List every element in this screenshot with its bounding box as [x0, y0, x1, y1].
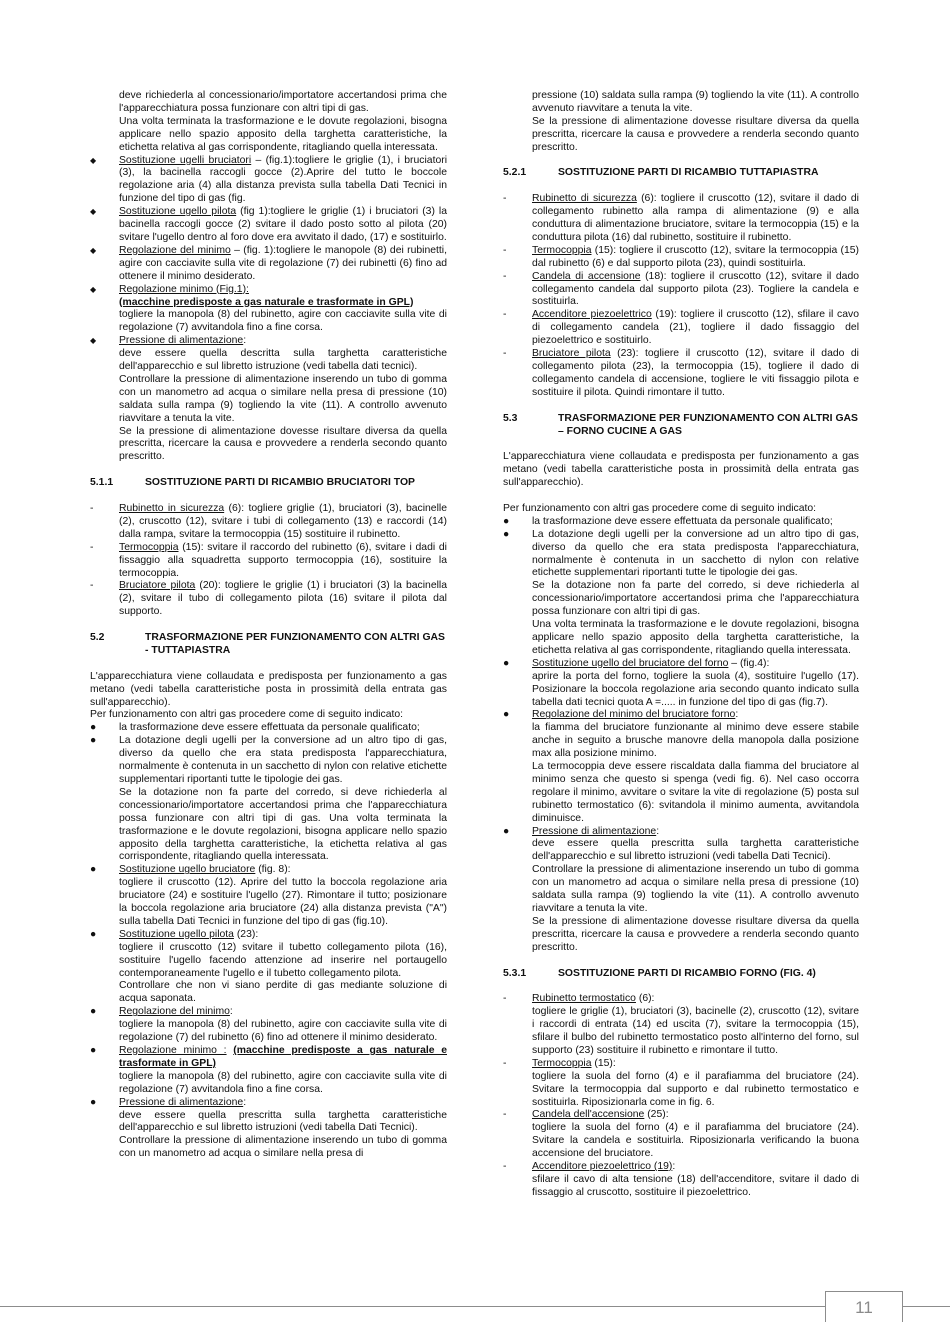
bullet-icon: ●: [90, 722, 97, 734]
bullet-icon: ●: [503, 657, 510, 669]
right-column: [503, 90, 859, 1200]
bullet-icon: ●: [503, 709, 510, 721]
list-item: ◆ Pressione di alimentazione: deve essere quella descritta sulla targhetta caratteristiche dell'apparecchio e sul libretto istruzione (vedi tabella dati tecnici). Controllare la pressione di alimentazione inserendo un tubo di gomma con un manometro ad acqua o similare nella presa di pressione (10) saldata sulla rampa (9) togliendo la vite (11). A controllo avvenuto riavvitare a tenuta la vite. Se la pressione di alimentazione dovesse risultare diversa da quella prescritta, ricercare la causa e provvedere a renderla secondo quanto prescritto.: [90, 335, 447, 463]
paragraph: Per funzionamento con altri gas procedere come di seguito indicato:: [503, 502, 817, 514]
list-item: ● Sostituzione ugello bruciatore (fig. 8): togliere il cruscotto (12). Aprire del tutto la boccola regolazione aria bruciatore (24) e sostituire l'ugello (27). Rimontare il tutto; posizionare la boccola regolazione aria bruciatore (24) alla distanza prevista ("A") sulla tabella Dati Tecnici in funzione del tipo di gas (fig.10).: [90, 864, 447, 927]
page-number-box: [825, 1291, 903, 1322]
list-item: - Accenditore piezoelettrico (19): togliere il cruscotto (12), sfilare il cavo di collegamento candela (21), togliere il dado fissaggio del piezoelettrico e sostituirlo.: [503, 309, 859, 347]
section-heading: 5.1.1 SOSTITUZIONE PARTI DI RICAMBIO BRUCIATORI TOP: [90, 477, 415, 489]
list-item: ● la trasformazione deve essere effettuata da personale qualificato;: [90, 722, 420, 734]
left-column: [90, 90, 447, 1161]
list-item: ● Regolazione minimo : (macchine predisposte a gas naturale e trasformate in GPL) togliere la manopola (8) del rubinetto, agire con cacciavite sulla vite di regolazione (7) avvitandola fino a fine corsa.: [90, 1045, 447, 1095]
list-item: ● Regolazione del minimo del bruciatore forno: la fiamma del bruciatore funzionante al minimo deve essere stabile anche in seguito a brusche manovre della manopola dalla posizione max alla posizione minimo. La termocoppia deve essere riscaldata dalla fiamma del bruciatore al minimo senza che questo si spenga (vedi fig. 6). Nel caso occorra regolare il minimo, avvitare o svitare la vite di regolazione (5) posta sul rubinetto termostatico (6): svitandola il minimo aumenta, avvitandola diminuisce.: [503, 709, 859, 824]
list-item: - Rubinetto in sicurezza (6): togliere griglie (1), bruciatori (3), bacinelle (2), cruscotto (12), svitare i tubi di collegamento (13) e raccordi (14) dalla rampa, svitare la termocoppia (15) sostituire il rubinetto.: [90, 502, 447, 540]
list-item: - Termocoppia (15): svitare il raccordo del rubinetto (6), svitare i dadi di fissaggio alla squadretta supporto termocoppia (16), sostituire la termocoppia.: [90, 541, 447, 579]
section-heading: 5.3.1 SOSTITUZIONE PARTI DI RICAMBIO FORNO (FIG. 4): [503, 967, 816, 979]
list-item: - Rubinetto termostatico (6): togliere le griglie (1), bruciatori (3), bacinelle (2), cruscotto (12), svitare i raccordi di entrata (14) ed uscita (7), svitare la termocoppia (15), sfilare il bulbo del rubinetto termostatico posto all'interno del forno, sul supporto (23) sostituire il rubinetto e rimontare il tutto.: [503, 993, 859, 1056]
bullet-icon: ●: [90, 928, 97, 940]
list-item: - Candela di accensione (18): togliere il cruscotto (12), svitare il dado collegamento candela dal supporto pilota (23). Togliere la candela e sostituirla.: [503, 270, 860, 308]
section-heading: 5.2.1 SOSTITUZIONE PARTI DI RICAMBIO TUTTAPIASTRA: [503, 167, 819, 179]
list-item: ◆ Regolazione minimo (Fig.1): (macchine predisposte a gas naturale e trasformate in GPL) togliere la manopola (8) del rubinetto, agire con cacciavite sulla vite di regolazione (7) avvitandola fino a fine corsa.: [90, 283, 447, 334]
page-number: 11: [855, 1298, 873, 1317]
paragraph: Per funzionamento con altri gas procedere come di seguito indicato:: [90, 709, 404, 721]
bullet-icon: ●: [90, 735, 97, 747]
diamond-bullet-icon: ◆: [90, 245, 97, 255]
section-heading: 5.2 TRASFORMAZIONE PER FUNZIONAMENTO CON ALTRI GAS - TUTTAPIASTRA: [90, 632, 445, 656]
diamond-bullet-icon: ◆: [90, 336, 97, 346]
list-item: - Candela dell'accensione (25): togliere la suola del forno (4) e il parafiamma del bruciatore (24). Svitare la candela e sostituirla. Riposizionarla verificando la buona accensione del bruciatore.: [503, 1109, 859, 1160]
bullet-icon: ●: [90, 1006, 97, 1018]
list-item: ● Regolazione del minimo: togliere la manopola (8) del rubinetto, agire con cacciavite sulla vite di regolazione (7) del rubinetto (6) fino ad ottenere il minimo desiderato.: [90, 1006, 447, 1044]
list-item: - Bruciatore pilota (20): togliere le griglie (1) i bruciatori (3) la bacinella (2), svitare il tubo di collegamento pilota (16) svitare il pilota dal supporto.: [90, 580, 447, 618]
bullet-icon: ●: [90, 1096, 97, 1108]
continued-text: pressione (10) saldata sulla rampa (9) togliendo la vite (11). A controllo avvenuto riavvitare a tenuta la vite. Se la pressione di alimentazione dovesse risultare diversa da quella prescritta, ricercare la causa e provvedere a renderla secondo quanto prescritto.: [532, 90, 859, 153]
continued-text: deve richiederla al concessionario/importatore accertandosi prima che l'apparecchiatura possa funzionare con altri tipi di gas. Una volta terminata la trasformazione e le dovute regolazioni, bisogna applicare nello spazio apposito della targhetta caratteristiche, la etichetta relativa al gas corrispondente, ritagliando quella interessata.: [119, 90, 447, 153]
section-heading: 5.3 TRASFORMAZIONE PER FUNZIONAMENTO CON ALTRI GAS – FORNO CUCINE A GAS: [503, 412, 858, 437]
diamond-bullet-icon: ◆: [90, 155, 97, 165]
list-item: - Termocoppia (15): togliere il cruscotto (12), svitare la termocoppia (15) dal rubinetto (6) e dal supporto pilota (23), quindi sostituirla.: [503, 244, 859, 269]
list-item: ◆ Regolazione del minimo – (fig. 1):togliere le manopole (8) dei rubinetti, agire con cacciavite sulla vite di regolazione (7) dei rubinetti (6) fino ad ottenere il minimo desiderato.: [90, 244, 447, 282]
bullet-icon: ●: [90, 864, 97, 876]
paragraph: L'apparecchiatura viene collaudata e predisposta per funzionamento a gas metano (vedi tabella caratteristiche posta in prossimità della entrata gas sull'apparecchio).: [503, 451, 859, 489]
list-item: ● La dotazione degli ugelli per la conversione ad un altro tipo di gas, diverso da quello che era stata predisposta l'apparecchiatura, normalmente è contenuta in un sacchetto di nylon con relative etichette supplementari riportanti tutte le tipologie dei gas. Se la dotazione non fa parte del corredo, si deve richiederla al concessionario/importatore accertandosi prima che l'apparecchiatura possa funzionare con altri tipi di gas. Una volta terminata la trasformazione e le dovute regolazioni, bisogna applicare nello spazio apposito della targhetta caratteristiche, la etichetta relativa al gas corrispondente, ritagliando quella interessata.: [90, 735, 447, 863]
list-item: - Accenditore piezoelettrico (19): sfilare il cavo di alta tensione (18) dell'accenditore, svitare il dado di fissaggio al cruscotto, sostituire il piezoelettrico.: [503, 1161, 859, 1198]
bullet-icon: ●: [503, 825, 510, 837]
list-item: ● Pressione di alimentazione: deve essere quella prescritta sulla targhetta caratteristiche dell'apparecchio e sul libretto istruzioni (vedi tabella Dati Tecnici). Controllare la pressione di alimentazione inserendo un tubo di gomma con un manometro ad acqua o similare nella presa di pressione (10) saldata sulla rampa (9) togliendo la vite (11). A controllo avvenuto riavvitare a tenuta la vite. Se la pressione di alimentazione dovesse risultare diversa da quella prescritta, ricercare la causa e provvedere a renderla secondo quanto prescritto.: [503, 825, 859, 953]
list-item: ● la trasformazione deve essere effettuata da personale qualificato;: [503, 515, 833, 527]
diamond-bullet-icon: ◆: [90, 207, 97, 217]
list-item: ● Sostituzione ugello del bruciatore del forno – (fig.4): aprire la porta del forno, togliere la suola (4), sostituire l'ugello (17). Posizionare la boccola regolazione aria secondo quanto indicato sulla tabella dati tecnici quota A =..... in funzione del tipo di gas (fig.7).: [503, 657, 859, 708]
list-item: ◆ Sostituzione ugello pilota (fig 1):togliere le griglie (1) i bruciatori (3) la bacinella raccogli gocce (2) svitare il dado posto sotto al pilota (20) svitare l'ugello dentro al foro dove era avvitato il dado, (17) e sostituirlo.: [90, 206, 447, 243]
list-item: - Bruciatore pilota (23): togliere il cruscotto (12), svitare il dado di collegamento pilota (23), la termocoppia (15), togliere il dado di collegamento candela di accensione, togliere le viti fissaggio pilota e sostituire il pilota. Quindi rimontare il tutto.: [503, 348, 859, 398]
list-item: - Termocoppia (15): togliere la suola del forno (4) e il parafiamma del bruciatore (24). Svitare la termocoppia dal supporto e dal rubinetto termostatico e sostituirla. Riposizionarla come in fig. 6.: [503, 1057, 859, 1108]
list-item: - Rubinetto di sicurezza (6): togliere il cruscotto (12), svitare il dado di collegamento rubinetto alla rampa di alimentazione (9) e alla conduttura di alimentazione bruciatore, svitare la termocoppia (15) e la conduttura pilota (16) dal rubinetto, sostituire il rubinetto.: [503, 193, 859, 243]
list-item: ● Sostituzione ugello pilota (23): togliere il cruscotto (12) svitare il tubetto collegamento pilota (16), sostituire l'ugello facendo attenzione ad inserire nel portaugello contemporaneamente l'ugello e il tubetto collegamento pilota. Controllare che non vi siano perdite di gas mediante soluzione di acqua saponata.: [90, 928, 447, 1005]
footer-rule: [0, 1306, 950, 1307]
list-item: ◆ Sostituzione ugelli bruciatori – (fig.1):togliere le griglie (1), i bruciatori (3), la bacinella raccogli gocce (2).Aprire del tutto le boccole regolazione aria (4) alla distanza prevista sulla tabella Dati Tecnici in funzione del tipo di gas (fig.: [90, 154, 447, 205]
bullet-icon: ●: [503, 515, 510, 527]
diamond-bullet-icon: ◆: [90, 284, 97, 294]
paragraph: L'apparecchiatura viene collaudata e predisposta per funzionamento a gas metano (vedi tabella caratteristiche posta in prossimità della entrata gas sull'apparecchio).: [90, 670, 447, 708]
bullet-icon: ●: [90, 1045, 97, 1056]
bullet-icon: ●: [503, 528, 510, 540]
list-item: ● Pressione di alimentazione: deve essere quella prescritta sulla targhetta caratteristiche dell'apparecchio e sul libretto istruzioni (vedi tabella Dati Tecnici). Controllare la pressione di alimentazione inserendo un tubo di gomma con un manometro ad acqua o similare nella presa di: [90, 1096, 447, 1160]
list-item: ● La dotazione degli ugelli per la conversione ad un altro tipo di gas, diverso da quello che era stata predisposta l'apparecchiatura, normalmente è contenuta in un sacchetto di nylon con relative etichette supplementari riportanti tutte le tipologie dei gas. Se la dotazione non fa parte del corredo, si deve richiederla al concessionario/importatore accertandosi prima che l'apparecchiatura possa funzionare con altri tipi di gas. Una volta terminata la trasformazione e le dovute regolazioni, bisogna applicare nello spazio apposito della targhetta caratteristiche, la etichetta relativa al gas corrispondente, ritagliando quella interessata.: [503, 528, 859, 656]
